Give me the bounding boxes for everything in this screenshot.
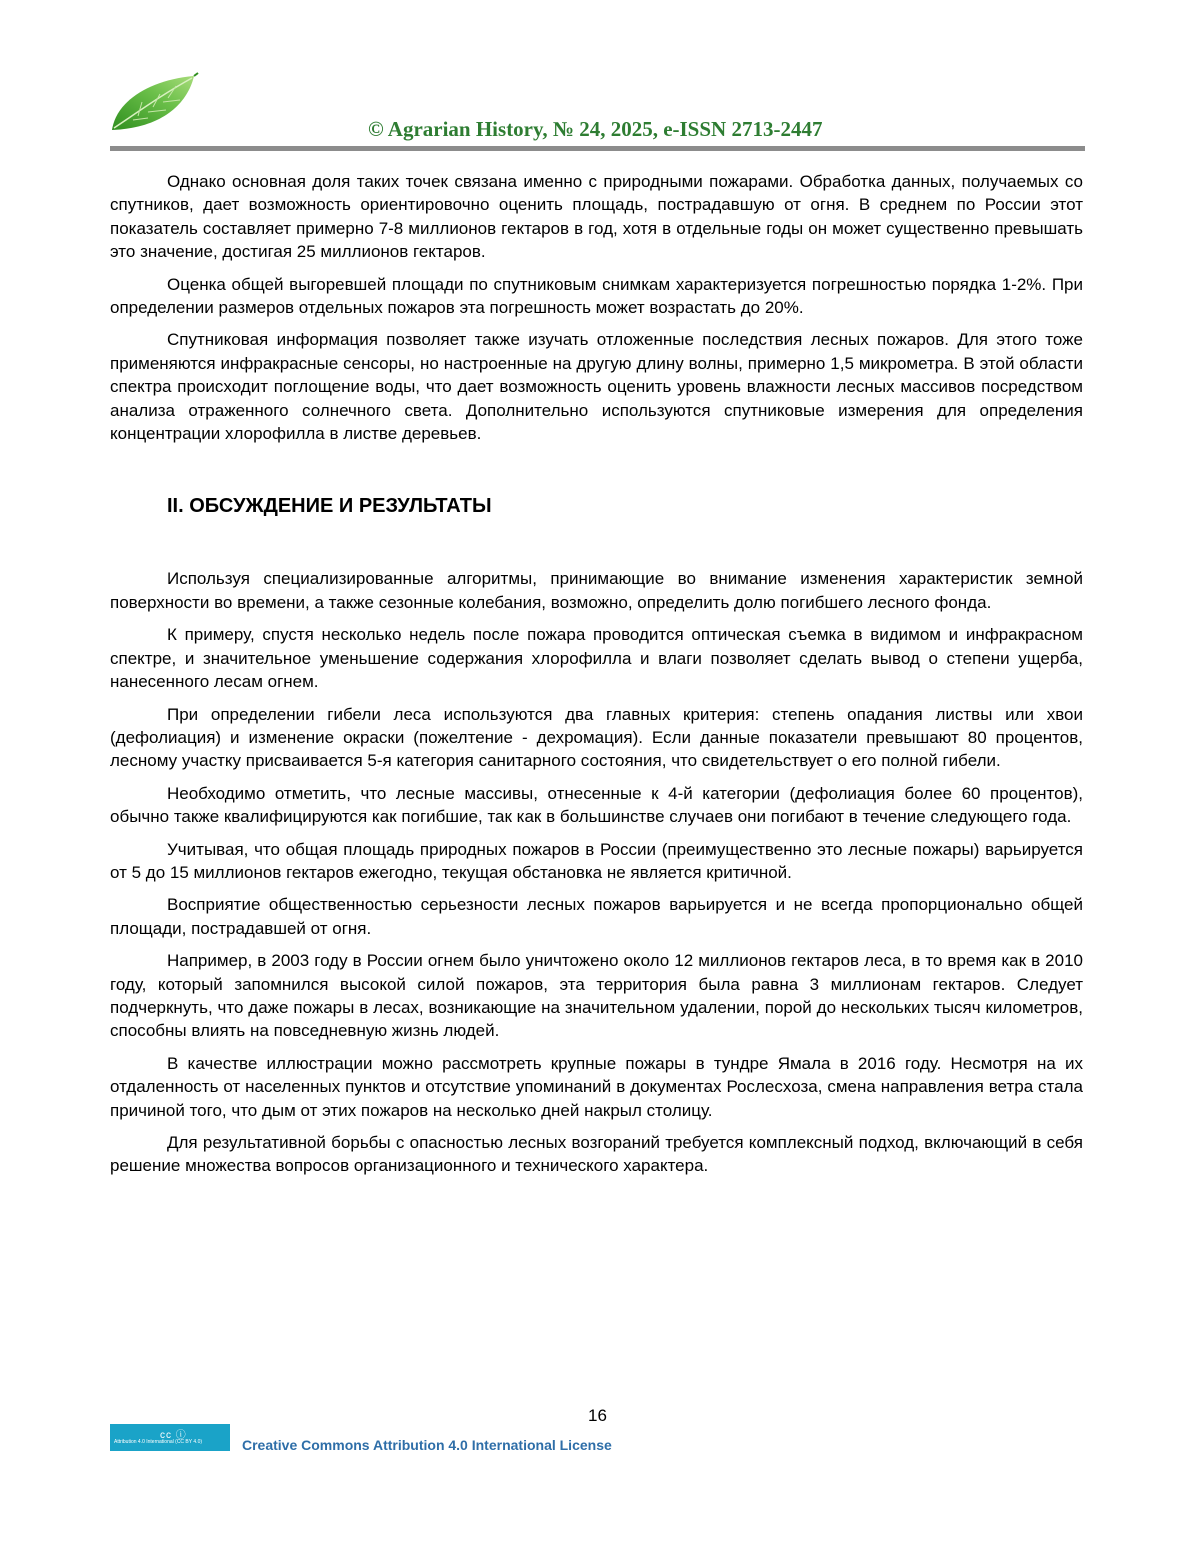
section-heading: II. ОБСУЖДЕНИЕ И РЕЗУЛЬТАТЫ <box>167 495 492 518</box>
paragraph: Восприятие общественностью серьезности лесных пожаров варьируется и не всегда пропорционально общей площади, пострадавшей от огня. <box>110 895 1083 938</box>
paragraph: Необходимо отметить, что лесные массивы, отнесенные к 4-й категории (дефолиация более 60 процентов), обычно также квалифицируются как погибшие, так как в большинстве случаев они погибают в течение следующего года. <box>110 783 1083 827</box>
paragraph: Спутниковая информация позволяет также изучать отложенные последствия лесных пожаров. Для этого тоже применяются инфракрасные сенсоры, но настроенные на другую длину волны, примерно 1,5 микрометра. В этой области спектра происходит поглощение воды, что дает возможность оценить уровень влажности лесных массивов посредством анализа отраженного солнечного света. Дополнительно используются спутниковые измерения для определения концентрации хлорофилла в листве деревьев. <box>110 330 1083 444</box>
cc-by-icon: cc ⓘ <box>160 1430 187 1441</box>
paragraph: Оценка общей выгоревшей площади по спутниковым снимкам характеризуется погрешностью порядка 1-2%. При определении размеров отдельных пожаров эта погрешность может возрастать до 20%. <box>110 274 1083 318</box>
article-body <box>110 170 1083 1187</box>
paragraph: Однако основная доля таких точек связана именно с природными пожарами. Обработка данных, получаемых со спутников, дает возможность ориентировочно оценить площадь, пострадавшую от огня. В среднем по России этот показатель составляет примерно 7-8 миллионов гектаров в год, хотя в отдельные годы он может существенно превышать это значение, достигая 25 миллионов гектаров. <box>110 172 1083 262</box>
leaf-logo-icon <box>108 72 200 134</box>
paragraph: Используя специализированные алгоритмы, принимающие во внимание изменения характеристик земной поверхности во времени, а также сезонные колебания, возможно, определить долю погибшего лесного фонда. <box>110 569 1083 612</box>
header-divider <box>110 146 1085 151</box>
page-number: 16 <box>588 1406 607 1425</box>
paragraph: Для результативной борьбы с опасностью лесных возгораний требуется комплексный подход, включающий в себя решение множества вопросов организационного и технического характера. <box>110 1133 1083 1176</box>
paragraph: К примеру, спустя несколько недель после пожара проводится оптическая съемка в видимом и инфракрасном спектре, и значительное уменьшение содержания хлорофилла и влаги позволяет сделать вывод о степени ущерба, нанесенного лесам огнем. <box>110 625 1083 692</box>
paragraph: При определении гибели леса используются два главных критерия: степень опадания листвы или хвои (дефолиация) и изменение окраски (пожелтение - дехромация). Если данные показатели превышают 80 процентов, лесному участку присваивается 5-я категория санитарного состояния, что свидетельствует о его полной гибели. <box>110 704 1083 771</box>
license-link[interactable]: Creative Commons Attribution 4.0 International License <box>242 1437 612 1453</box>
cc-license-badge[interactable] <box>110 1424 230 1451</box>
cc-badge-text: Attribution 4.0 International (CC BY 4.0) <box>114 1439 203 1445</box>
paragraph: В качестве иллюстрации можно рассмотреть крупные пожары в тундре Ямала в 2016 году. Несмотря на их отдаленность от населенных пунктов и отсутствие упоминаний в документах Рослесхоза, смена направления ветра стала причиной того, что дым от этих пожаров на несколько дней накрыл столицу. <box>110 1053 1083 1120</box>
paragraph: Учитывая, что общая площадь природных пожаров в России (преимущественно это лесные пожары) варьируется от 5 до 15 миллионов гектаров ежегодно, текущая обстановка не является критичной. <box>110 839 1083 882</box>
journal-title: © Agrarian History, № 24, 2025, e-ISSN 2713-2447 <box>368 117 823 141</box>
paragraph: Например, в 2003 году в России огнем было уничтожено около 12 миллионов гектаров леса, в то время как в 2010 году, который запомнился высокой силой пожаров, эта территория была равна 3 миллионам гектаров. Следует подчеркнуть, что даже пожары в лесах, возникающие на значительном удалении, порой до нескольких тысяч километров, способны влиять на повседневную жизнь людей. <box>110 951 1083 1041</box>
